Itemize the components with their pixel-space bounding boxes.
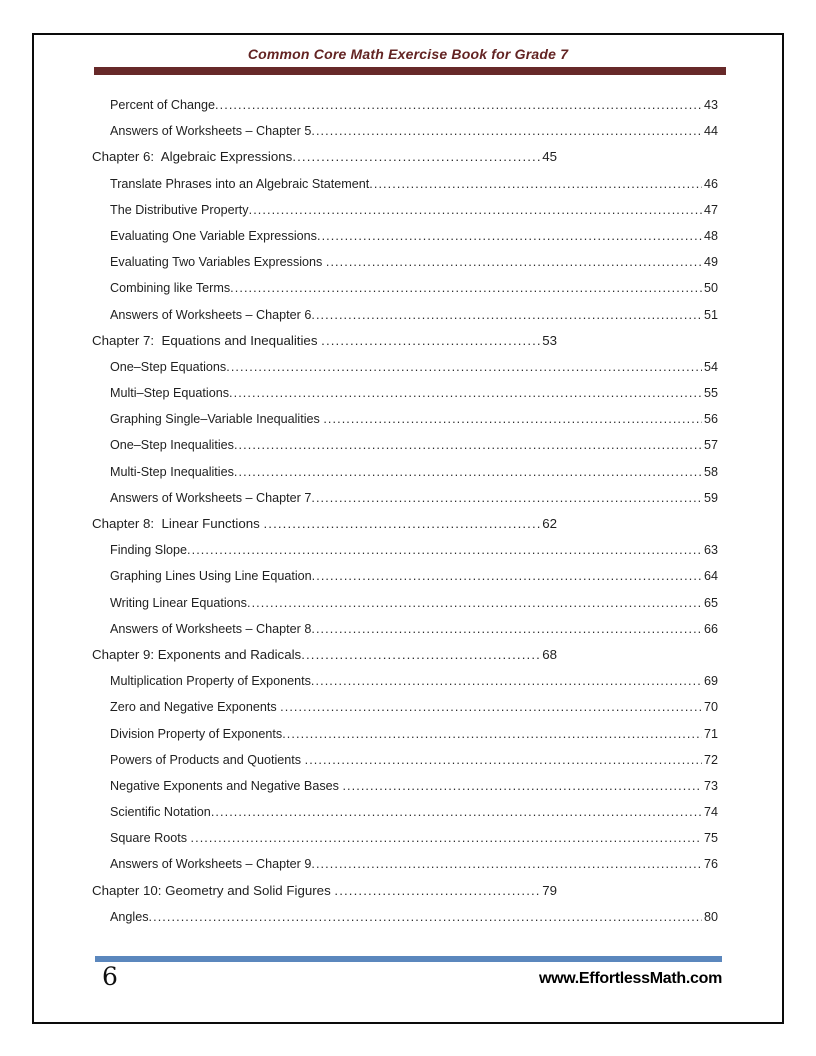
- toc-entry-page: 50: [703, 281, 718, 296]
- toc-entry-label: Multi-Step Inequalities: [110, 464, 234, 479]
- toc-row: [110, 616, 718, 642]
- toc-entry-page: 55: [703, 386, 718, 401]
- toc-leader-dots: [312, 563, 702, 589]
- toc-entry-page: 76: [703, 857, 718, 872]
- toc-entry-label: Combining like Terms: [110, 281, 231, 296]
- toc-entry-label: Chapter 6: Algebraic Expressions: [92, 149, 293, 165]
- toc-row: [110, 904, 718, 930]
- toc-entry-page: 64: [703, 569, 718, 584]
- toc-entry-label: Chapter 8: Linear Functions: [92, 516, 264, 531]
- toc-entry-label: One–Step Equations: [110, 359, 227, 374]
- toc-entry-label: Answers of Worksheets – Chapter 6: [110, 307, 312, 322]
- toc-row: [92, 144, 557, 170]
- toc-entry-label: Writing Linear Equations: [110, 595, 247, 610]
- toc-entry-label: Scientific Notation: [110, 805, 211, 820]
- toc-leader-dots: [191, 825, 702, 851]
- toc-entry-label: Evaluating Two Variables Expressions: [110, 255, 326, 270]
- toc-entry-label: Square Roots: [110, 831, 191, 846]
- toc-row: [110, 694, 718, 720]
- toc-leader-dots: [247, 590, 702, 616]
- page-title: Common Core Math Exercise Book for Grade 7: [247, 46, 569, 62]
- toc-leader-dots: [211, 799, 702, 825]
- toc-leader-dots: [334, 878, 540, 904]
- footer-website-link: www.EffortlessMath.com: [538, 970, 722, 987]
- toc-row: [110, 171, 718, 197]
- toc-entry-label: Answers of Worksheets – Chapter 7: [110, 490, 312, 505]
- toc-entry-page: 49: [703, 255, 718, 270]
- toc-leader-dots: [234, 459, 702, 485]
- toc-row: [110, 118, 718, 144]
- toc-leader-dots: [301, 642, 540, 668]
- toc-entry-page: 74: [703, 805, 718, 820]
- toc-entry-label: Graphing Single–Variable Inequalities: [110, 412, 324, 427]
- toc-row: [110, 302, 718, 328]
- toc-entry-page: 71: [703, 726, 718, 741]
- toc-leader-dots: [311, 118, 702, 144]
- header-rule: [94, 67, 726, 75]
- toc-leader-dots: [326, 249, 702, 275]
- toc-row: [92, 642, 557, 668]
- toc-entry-label: Evaluating One Variable Expressions: [110, 228, 317, 243]
- toc-entry-label: Answers of Worksheets – Chapter 8: [110, 621, 312, 636]
- toc-entry-label: Zero and Negative Exponents: [110, 700, 281, 715]
- toc-row: [110, 485, 718, 511]
- toc-entry-page: 75: [703, 831, 718, 846]
- toc-leader-dots: [317, 223, 702, 249]
- toc-leader-dots: [282, 721, 702, 747]
- toc-row: [92, 878, 557, 904]
- toc-entry-page: 51: [703, 307, 718, 322]
- toc-entry-page: 46: [703, 176, 718, 191]
- toc-entry-page: 65: [703, 595, 718, 610]
- toc-row: [110, 92, 718, 118]
- toc-row: [110, 721, 718, 747]
- toc-leader-dots: [292, 144, 540, 170]
- toc-entry-label: Chapter 9: Exponents and Radicals: [92, 646, 302, 662]
- toc-entry-label: Answers of Worksheets – Chapter 5: [110, 124, 312, 139]
- toc-leader-dots: [234, 432, 702, 458]
- toc-entry-page: 66: [703, 621, 718, 636]
- toc-leader-dots: [321, 328, 540, 354]
- toc-row: [110, 275, 718, 301]
- toc-entry-page: 69: [703, 674, 718, 689]
- toc-entry-label: Chapter 10: Geometry and Solid Figures: [92, 882, 335, 898]
- toc-entry-label: Graphing Lines Using Line Equation: [110, 569, 312, 584]
- toc-entry-label: Division Property of Exponents: [110, 726, 283, 741]
- toc-row: [110, 668, 718, 694]
- toc-entry-page: 53: [542, 332, 557, 348]
- toc-row: [110, 197, 718, 223]
- toc-entry-page: 54: [703, 359, 718, 374]
- toc-leader-dots: [369, 171, 702, 197]
- toc-leader-dots: [342, 773, 702, 799]
- toc-row: [110, 747, 718, 773]
- toc-entry-page: 56: [703, 412, 718, 427]
- toc-row: [110, 537, 718, 563]
- toc-entry-page: 47: [703, 202, 718, 217]
- toc-leader-dots: [311, 485, 702, 511]
- toc-entry-page: 79: [542, 882, 557, 898]
- toc-entry-label: Multi–Step Equations: [110, 386, 230, 401]
- toc-row: [110, 773, 718, 799]
- toc-leader-dots: [305, 747, 702, 773]
- toc-row: [110, 799, 718, 825]
- toc-leader-dots: [226, 354, 702, 380]
- toc-row: [110, 249, 718, 275]
- toc-leader-dots: [229, 380, 702, 406]
- toc-entry-label: Angles: [110, 909, 149, 924]
- toc-row: [110, 851, 718, 877]
- toc-leader-dots: [311, 851, 702, 877]
- toc-leader-dots: [249, 197, 702, 223]
- toc-entry-label: Negative Exponents and Negative Bases: [110, 778, 343, 793]
- toc-leader-dots: [263, 511, 540, 537]
- toc-list: [92, 92, 718, 930]
- toc-entry-label: Translate Phrases into an Algebraic Statement: [110, 176, 370, 191]
- toc-leader-dots: [230, 275, 702, 301]
- toc-entry-page: 44: [703, 124, 718, 139]
- toc-entry-label: Multiplication Property of Exponents: [110, 674, 311, 689]
- toc-entry-page: 72: [703, 752, 718, 767]
- toc-entry-label: Answers of Worksheets – Chapter 9: [110, 857, 312, 872]
- toc-row: [110, 459, 718, 485]
- toc-entry-label: One–Step Inequalities: [110, 438, 234, 453]
- toc-row: [110, 354, 718, 380]
- toc-row: [110, 825, 718, 851]
- toc-entry-label: Percent of Change: [110, 98, 216, 112]
- toc-leader-dots: [149, 904, 702, 930]
- toc-row: [110, 590, 718, 616]
- toc-row: [110, 406, 718, 432]
- toc-leader-dots: [311, 668, 702, 694]
- toc-entry-label: The Distributive Property: [110, 202, 249, 217]
- toc-row: [110, 223, 718, 249]
- toc-entry-page: 45: [542, 149, 557, 165]
- toc-row: [110, 563, 718, 589]
- toc-entry-page: 59: [703, 490, 718, 505]
- toc-row: [92, 328, 557, 354]
- toc-entry-label: Powers of Products and Quotients: [110, 752, 305, 767]
- toc-entry-page: 68: [542, 646, 557, 662]
- toc-row: [110, 432, 718, 458]
- toc-leader-dots: [311, 302, 702, 328]
- toc-row: [92, 511, 557, 537]
- toc-entry-page: 73: [703, 778, 718, 793]
- toc-entry-label: Chapter 7: Equations and Inequalities: [92, 332, 322, 348]
- toc-entry-page: 58: [703, 464, 718, 479]
- toc-entry-label: Finding Slope: [110, 543, 188, 558]
- toc-leader-dots: [311, 616, 702, 642]
- toc-row: [110, 380, 718, 406]
- toc-leader-dots: [280, 694, 702, 720]
- toc-entry-page: 63: [703, 543, 718, 558]
- toc-entry-page: 43: [703, 98, 718, 112]
- toc-entry-page: 80: [703, 909, 718, 924]
- toc-entry-page: 57: [703, 438, 718, 453]
- footer-rule: [95, 956, 722, 962]
- toc-entry-page: 62: [542, 516, 557, 531]
- footer-page-number: 6: [102, 962, 118, 991]
- toc-leader-dots: [187, 537, 702, 563]
- toc-entry-page: 70: [703, 700, 718, 715]
- toc-entry-page: 48: [703, 228, 718, 243]
- toc-leader-dots: [215, 92, 702, 118]
- toc-leader-dots: [323, 406, 702, 432]
